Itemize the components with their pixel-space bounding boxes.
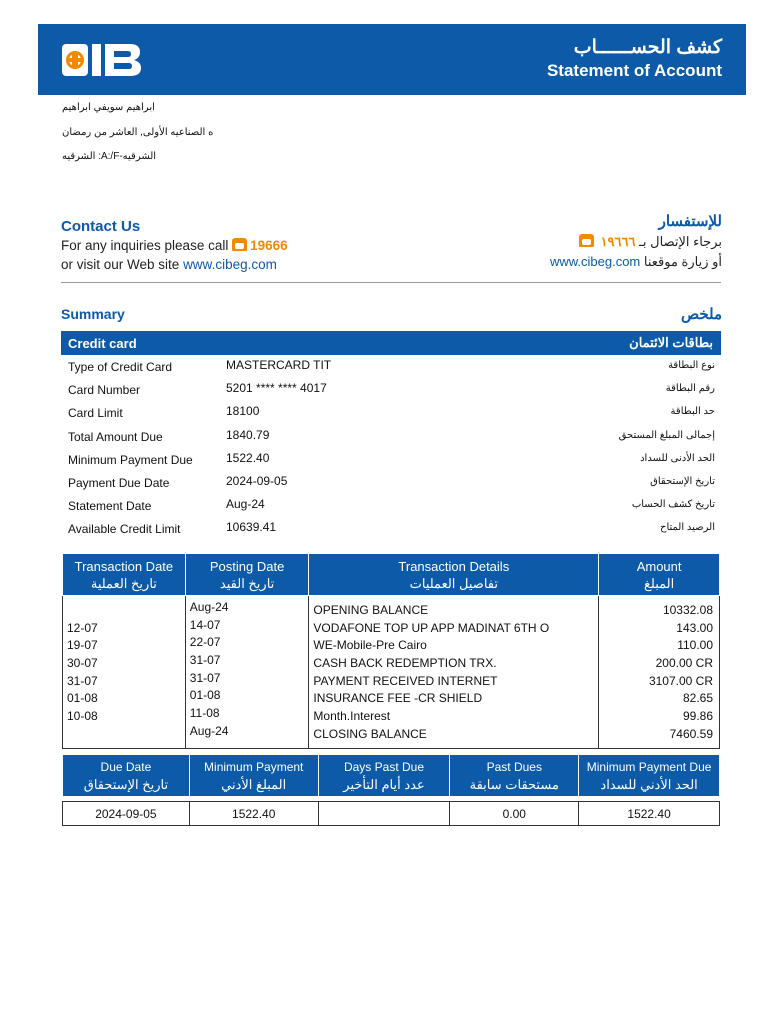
col-header-en: Transaction Details [398,558,510,574]
col-header-en: Minimum Payment Due [586,759,712,774]
summary-label-ar: إجمالى المبلغ المستحق [618,429,715,441]
transaction-details: CLOSING BALANCE [313,726,427,741]
summary-label: Card Number [68,383,141,398]
col-posting-date [185,554,309,596]
statement-title: Statement of Account [546,61,722,80]
transaction-date [63,602,185,620]
summary-row [61,425,721,448]
contact-us-title: Contact Us [61,218,141,235]
transaction-date-column [63,596,186,749]
transaction-details: Month.Interest [313,709,391,724]
transaction-details-column [309,596,599,749]
transaction-details: INSURANCE FEE -CR SHIELD [313,691,483,706]
transaction-date: 31-07 [67,673,98,688]
summary-row [61,494,721,517]
summary-label: Payment Due Date [68,475,170,490]
col-header-en: Minimum Payment [204,759,304,774]
summary-row [61,355,721,378]
contact-web-line [61,257,277,272]
col-past-dues [450,755,579,797]
posting-date: 14-07 [189,617,221,632]
transaction-amount: 82.65 [682,691,713,706]
summary-label-ar: رقم البطاقة [665,383,715,395]
transaction-amount: 110.00 [677,638,713,653]
days-past-due-value [318,802,450,826]
dues-table [62,754,720,826]
contact-website-link-ar[interactable]: www.cibeg.com [549,254,641,269]
col-header-ar: تفاصيل العمليات [409,575,498,591]
summary-value: 1522.40 [226,450,270,465]
col-transaction-date [63,554,186,596]
col-header-ar: الحد الأدني للسداد [600,776,698,792]
summary-row [61,378,721,401]
col-minimum-payment [189,755,318,797]
summary-label: Minimum Payment Due [68,452,193,467]
transaction-date: 12-07 [67,620,98,635]
col-header-en: Transaction Date [74,558,174,574]
credit-card-bar [61,331,721,355]
col-amount [599,554,720,596]
transactions-header [63,554,720,596]
transaction-amount: 200.00 CR [655,656,713,671]
contact-phone-prefix-ar: برجاء الإتصال بـ [639,234,722,249]
customer-address-line: ه الصناعيه الأولى, العاشر من رمضان [62,127,214,138]
minimum-payment-value: 1522.40 [189,802,318,826]
customer-name: ابراهيم سويفي ابراهيم [62,102,155,113]
summary-label-ar: الرصيد المتاح [659,522,715,534]
transactions-table [62,553,720,749]
summary-label-ar: نوع البطاقة [668,360,715,371]
posting-date: Aug-24 [189,600,229,614]
summary-value: 10639.41 [226,520,277,535]
summary-value: 1840.79 [226,427,270,442]
transaction-date: 19-07 [67,638,98,653]
transactions-body [63,596,720,749]
col-due-date [63,755,190,797]
phone-icon [579,234,594,247]
col-header-en: Days Past Due [343,759,425,774]
summary-label-ar: الحد الأدنى للسداد [640,452,715,464]
summary-label: Card Limit [68,406,123,421]
contact-phone-number[interactable]: 19666 [250,238,288,253]
credit-card-label-ar: بطاقات الائتمان [629,335,713,350]
statement-title-ar: كشف الحســــــاب [573,37,722,58]
posting-date: 11-08 [189,706,220,721]
transaction-date [63,726,185,744]
transaction-date: 01-08 [67,691,98,706]
summary-rows [61,355,721,541]
posting-date: Aug-24 [189,723,229,738]
summary-label: Statement Date [68,499,152,514]
col-header-ar: تاريخ القيد [219,575,275,591]
statement-header [38,24,746,95]
summary-label: Available Credit Limit [68,522,181,537]
summary-label-ar: تاريخ الإستحقاق [650,475,715,487]
transaction-details: OPENING BALANCE [313,603,429,617]
transaction-amount: 143.00 [676,620,713,635]
summary-value: MASTERCARD TIT [226,358,332,372]
transaction-amount: 3107.00 CR [648,673,713,688]
transaction-amount: 10332.08 [662,603,713,617]
amount-column [599,596,720,749]
posting-date-column [185,596,309,749]
summary-value: 5201 **** **** 4017 [226,381,327,396]
posting-date: 01-08 [189,688,221,703]
transaction-amount: 99.86 [682,709,713,724]
summary-row [61,401,721,424]
summary-value: Aug-24 [226,497,265,512]
summary-label-ar: تاريخ كشف الحساب [631,499,715,511]
transaction-details: CASH BACK REDEMPTION TRX. [313,656,497,671]
transaction-amount: 7460.59 [669,726,713,741]
col-header-ar: المبلغ [643,575,675,591]
transaction-details: WE-Mobile-Pre Cairo [313,638,427,653]
summary-row [61,448,721,471]
col-minimum-payment-due [579,755,720,797]
summary-label: Type of Credit Card [68,360,173,374]
phone-icon [232,238,247,251]
past-dues-value: 0.00 [450,802,579,826]
summary-value: 2024-09-05 [226,473,288,488]
col-header-ar: عدد أيام التأخير [343,776,425,792]
contact-phone-number-ar[interactable]: ١٩٦٦٦ [600,234,636,249]
contact-website-link[interactable]: www.cibeg.com [183,257,277,272]
col-header-en: Posting Date [209,558,285,574]
summary-value: 18100 [226,404,260,419]
col-header-ar: المبلغ الأدني [221,776,287,792]
col-header-ar: مستحقات سابقة [469,776,559,792]
col-header-en: Past Dues [486,759,542,774]
posting-date: 31-07 [189,670,221,685]
summary-title-ar: ملخص [680,306,722,323]
contact-phone-line-ar [579,234,722,250]
transaction-date: 10-08 [67,709,98,724]
transaction-details: PAYMENT RECEIVED INTERNET [313,673,498,688]
section-divider [61,282,721,283]
summary-row [61,517,721,540]
cib-logo [60,40,144,80]
dues-header [63,755,720,797]
summary-title: Summary [61,306,125,322]
customer-address-region: الشرقيه-A:/F: الشرقيه [62,151,157,162]
col-days-past-due [318,755,450,797]
transaction-date: 30-07 [67,656,98,671]
credit-card-label: Credit card [68,336,137,351]
col-header-en: Due Date [100,759,152,774]
minimum-payment-due-value: 1522.40 [579,802,720,826]
contact-web-prefix: or visit our Web site [61,257,180,272]
contact-web-line-ar [550,254,722,270]
posting-date: 22-07 [189,635,221,650]
due-date-value: 2024-09-05 [63,802,190,826]
contact-title-ar: للإستفسار [658,213,722,230]
contact-phone-prefix: For any inquiries please call [61,238,229,253]
dues-row [63,802,720,826]
summary-row [61,471,721,494]
contact-web-prefix-ar: أو زيارة موقعنا [643,254,722,269]
posting-date: 31-07 [189,653,221,668]
col-header-ar: تاريخ الإستحقاق [83,776,169,792]
col-transaction-details [309,554,599,596]
col-header-en: Amount [636,558,682,574]
contact-phone-line [61,238,288,253]
summary-label-ar: حد البطاقة [670,406,715,418]
summary-label: Total Amount Due [68,429,163,444]
transaction-details: VODAFONE TOP UP APP MADINAT 6TH O [313,620,550,635]
col-header-ar: تاريخ العملية [90,575,157,591]
